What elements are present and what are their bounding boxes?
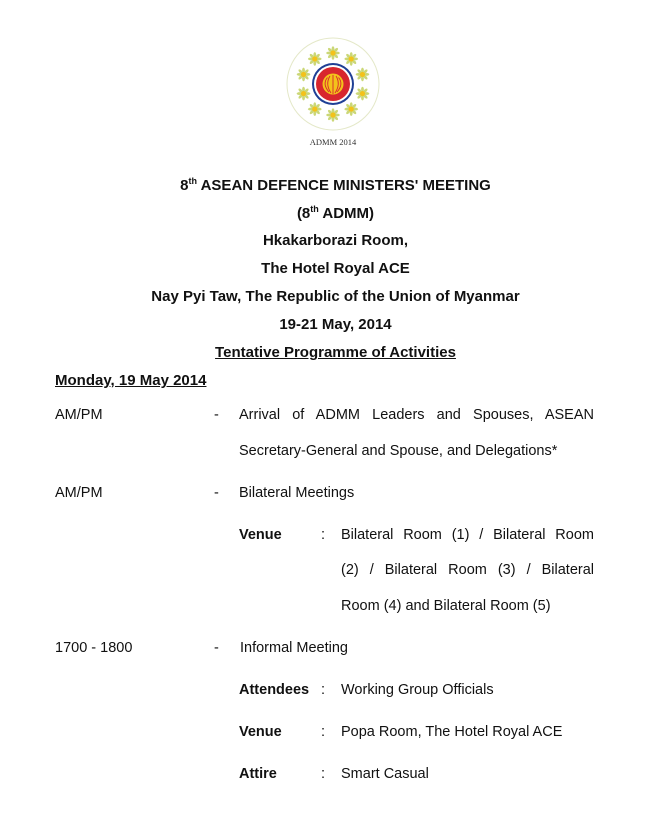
item-time: AM/PM [55,407,103,423]
item-time: 1700 - 1800 [55,640,133,656]
item-description-line: Arrival of ADMM Leaders and Spouses, ASEAN [239,407,594,423]
venue-value: Popa Room, The Hotel Royal ACE [341,724,563,740]
venue-value-line: Room (4) and Bilateral Room (5) [341,598,551,614]
logo-caption: ADMM 2014 [309,137,357,147]
attire-value: Smart Casual [341,766,429,782]
item-dash: - [214,640,219,656]
venue-value-line: Bilateral Room (1) / Bilateral Room [341,527,594,543]
venue-label: Venue [239,724,282,740]
item-title: Bilateral Meetings [239,485,355,501]
room-name: Hkakarborazi Room, [262,232,409,249]
asean-emblem-icon [280,34,386,134]
hotel-name: The Hotel Royal ACE [261,260,410,277]
meeting-abbreviation: (8th ADMM) [296,204,375,222]
attendees-label: Attendees [239,682,310,698]
item-time: AM/PM [55,485,103,501]
programme-heading: Tentative Programme of Activities [215,344,456,361]
city-country: Nay Pyi Taw, The Republic of the Union of Myanmar [151,288,520,305]
attendees-colon: : [321,682,326,698]
attendees-value: Working Group Officials [341,682,494,698]
item-description-line: Secretary-General and Spouse, and Delegations* [239,443,558,459]
venue-value-line: (2) / Bilateral Room (3) / Bilateral [341,562,594,578]
attire-colon: : [321,766,326,782]
attire-label: Attire [239,766,277,782]
admm-2014-logo [280,34,386,152]
meeting-title: 8th ASEAN DEFENCE MINISTERS' MEETING [180,176,491,194]
item-title: Informal Meeting [240,640,348,656]
item-dash: - [214,407,219,423]
meeting-dates: 19-21 May, 2014 [279,316,392,333]
venue-colon: : [321,724,326,740]
day-heading: Monday, 19 May 2014 [55,372,207,389]
item-dash: - [214,485,219,501]
venue-label: Venue [239,527,282,543]
venue-colon: : [321,527,326,543]
